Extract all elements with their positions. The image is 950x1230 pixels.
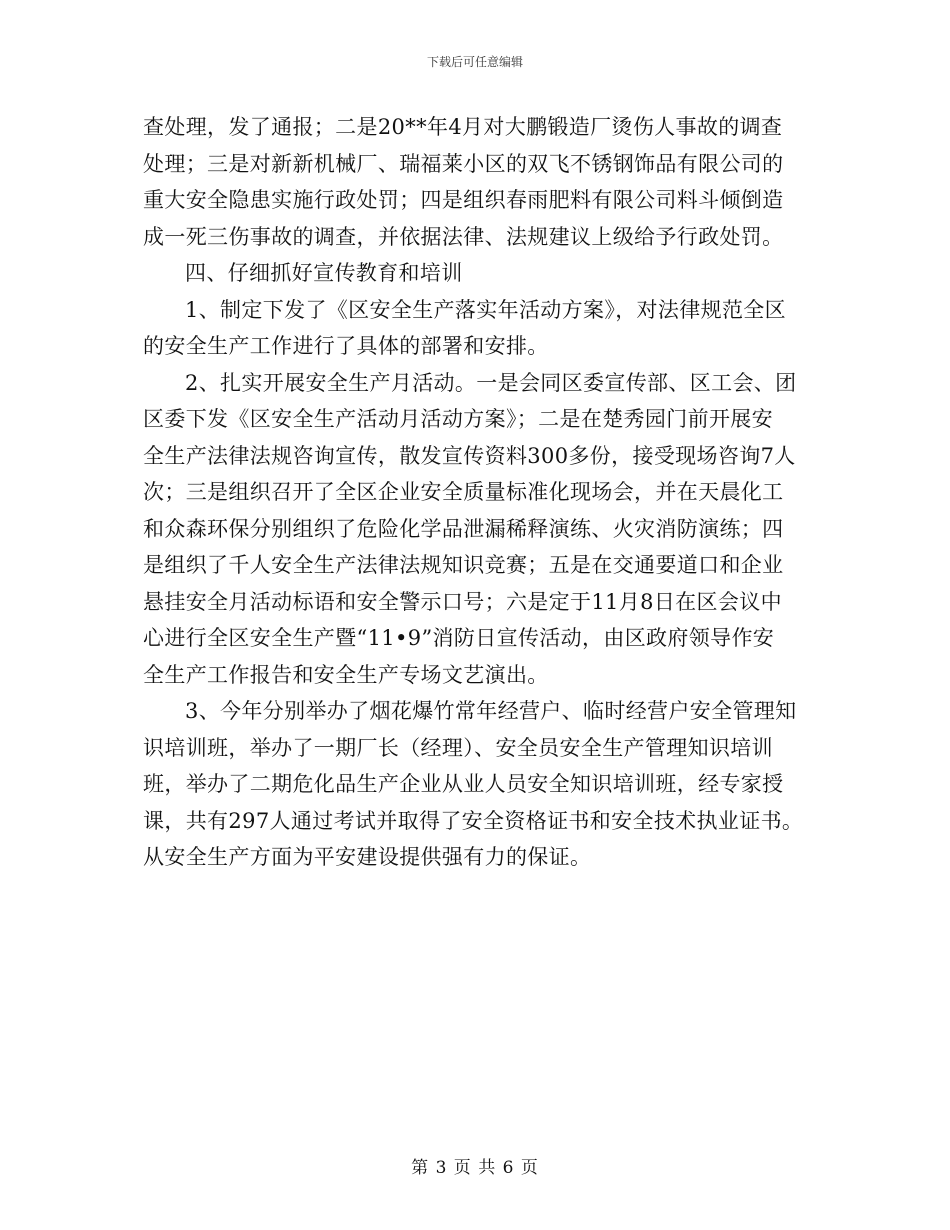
body-line: 识培训班，举办了一期厂长（经理）、安全员安全生产管理知识培训	[143, 735, 773, 760]
document-body	[143, 109, 809, 876]
section-heading: 四、仔细抓好宣传教育和培训	[185, 261, 463, 285]
body-line: 班，举办了二期危化品生产企业从业人员安全知识培训班，经专家授	[143, 772, 784, 796]
body-line: 课，共有297人通过考试并取得了安全资格证书和安全技术执业证书。	[143, 808, 804, 833]
body-line: 处理；三是对新新机械厂、瑞福莱小区的双飞不锈钢饰品有限公司的	[143, 151, 784, 176]
body-line: 1、制定下发了《区安全生产落实年活动方案》，对法律规范全区	[185, 297, 787, 322]
body-line: 全生产法律法规咨询宣传，散发宣传资料300多份，接受现场咨询7人	[143, 443, 796, 468]
body-line: 悬挂安全月活动标语和安全警示口号；六是定于11月8日在区会议中	[143, 589, 782, 614]
body-line: 区委下发《区安全生产活动月活动方案》；二是在楚秀园门前开展安	[143, 407, 773, 431]
body-line: 重大安全隐患实施行政处罚；四是组织春雨肥料有限公司料斗倾倒造	[143, 188, 784, 212]
page-header: 下载后可任意编辑	[426, 55, 523, 69]
body-line: 是组织了千人安全生产法律法规知识竞赛；五是在交通要道口和企业	[143, 553, 784, 577]
page-number-footer: 第 3 页 共 6 页	[411, 1158, 539, 1178]
body-line: 全生产工作报告和安全生产专场文艺演出。	[143, 662, 549, 687]
body-line: 查处理，发了通报；二是20**年4月对大鹏锻造厂烫伤人事故的调查	[143, 115, 783, 139]
body-line: 的安全生产工作进行了具体的部署和安排。	[143, 334, 549, 358]
body-line: 成一死三伤事故的调查，并依据法律、法规建议上级给予行政处罚。	[143, 224, 784, 249]
body-line: 和众森环保分别组织了危险化学品泄漏稀释演练、火灾消防演练；四	[143, 516, 784, 541]
body-line: 心进行全区安全生产暨“11•9”消防日宣传活动，由区政府领导作安	[143, 626, 775, 650]
body-line: 3、今年分别举办了烟花爆竹常年经营户、临时经营户安全管理知	[185, 699, 797, 723]
body-line: 2、扎实开展安全生产月活动。一是会同区委宣传部、区工会、团	[185, 370, 797, 395]
body-line: 从安全生产方面为平安建设提供强有力的保证。	[143, 845, 592, 869]
body-line: 次；三是组织召开了全区企业安全质量标准化现场会，并在天晨化工	[143, 480, 784, 504]
